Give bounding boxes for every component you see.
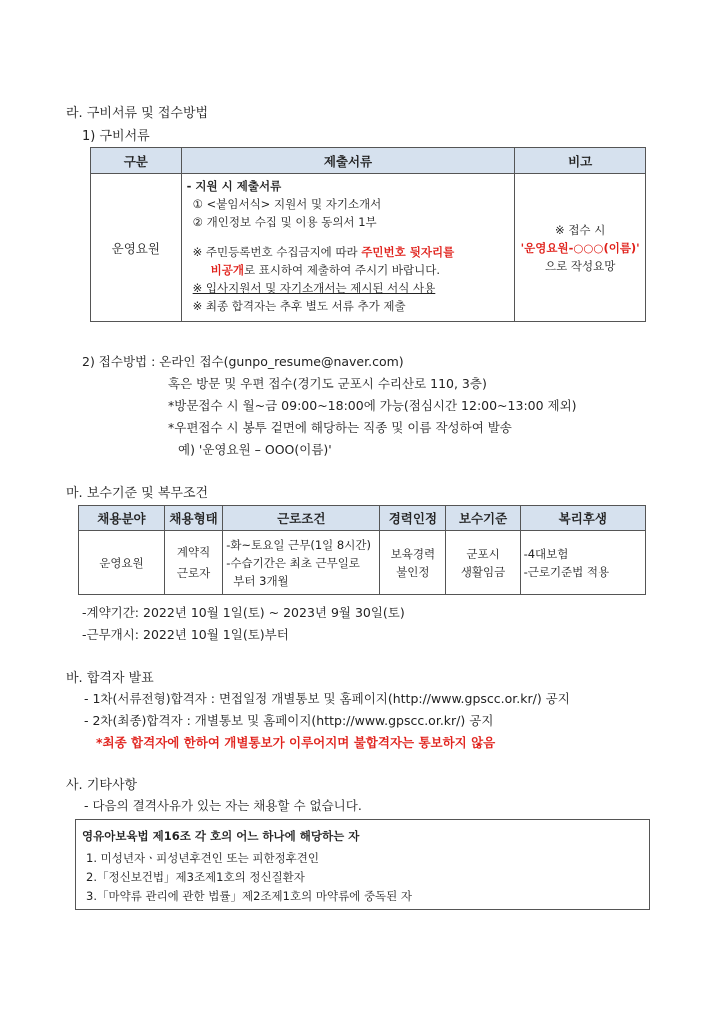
table-header-conditions: 근로조건 — [223, 506, 380, 531]
table-header-type: 채용형태 — [164, 506, 222, 531]
table-header-category: 구분 — [91, 148, 182, 174]
privacy-note-cont: 비공개로 표시하여 제출하여 주시기 바랍니다. — [210, 263, 440, 277]
table-header-welfare: 복리후생 — [520, 506, 645, 531]
conditions-cell: -화~토요일 근무(1일 8시간) -수습기간은 최초 근무일로 부터 3개월 — [223, 531, 380, 595]
section-sa-title: 사. 기타사항 — [66, 778, 138, 793]
contract-period: -계약기간: 2022년 10월 1일(토) ~ 2023년 9월 30일(토) — [82, 605, 405, 620]
remark-line: 으로 작성요망 — [545, 258, 616, 273]
remark-filename: '운영요원-○○○(이름)' — [520, 240, 640, 255]
box-item: 2.「정신보건법」제3조제1호의 정신질환자 — [86, 870, 305, 884]
subsection-documents-title: 1) 구비서류 — [82, 129, 150, 144]
remark-cell — [515, 174, 646, 322]
box-title: 영유아보육법 제16조 각 호의 어느 하나에 해당하는 자 — [82, 829, 360, 843]
final-notice-warning: *최종 합격자에 한하여 개별통보가 이루어지며 불합격자는 통보하지 않음 — [96, 735, 496, 750]
table-header-field: 채용분야 — [79, 506, 165, 531]
remark-line: ※ 접수 시 — [555, 222, 606, 237]
disqualification-box — [75, 819, 650, 910]
category-cell: 운영요원 — [91, 174, 182, 322]
box-item: 1. 미성년자ㆍ피성년후견인 또는 피한정후견인 — [86, 851, 320, 865]
field-cell: 운영요원 — [79, 531, 165, 595]
conditions-table — [78, 505, 646, 595]
table-header-remark: 비고 — [515, 148, 646, 174]
privacy-note: ※ 주민등록번호 수집금지에 따라 주민번호 뒷자리를 — [192, 245, 455, 259]
application-method-example: 예) '운영요원 – OOO(이름)' — [178, 442, 332, 457]
doc-item: ① <붙임서식> 지원서 및 자기소개서 — [192, 197, 382, 211]
final-note: ※ 최종 합격자는 추후 별도 서류 추가 제출 — [192, 299, 406, 313]
work-start: -근무개시: 2022년 10월 1일(토)부터 — [82, 627, 289, 642]
application-method-line: *방문접수 시 월~금 09:00~18:00에 가능(점심시간 12:00~13:00 제외) — [168, 398, 577, 413]
section-ba-title: 바. 합격자 발표 — [66, 671, 154, 686]
first-round-notice: - 1차(서류전형)합격자 : 면접일정 개별통보 및 홈페이지(http://www.gpscc.or.kr/) 공지 — [84, 691, 570, 706]
career-cell: 보육경력 불인정 — [380, 531, 446, 595]
table-header-career: 경력인정 — [380, 506, 446, 531]
doc-item: ② 개인정보 수집 및 이용 동의서 1부 — [192, 215, 377, 229]
final-round-notice: - 2차(최종)합격자 : 개별통보 및 홈페이지(http://www.gpscc.or.kr/) 공지 — [84, 713, 494, 728]
type-cell: 계약직 근로자 — [164, 531, 222, 595]
docs-title: - 지원 시 제출서류 — [186, 179, 282, 193]
welfare-cell: -4대보험 -근로기준법 적용 — [520, 531, 645, 595]
disqualification-intro: - 다음의 결격사유가 있는 자는 채용할 수 없습니다. — [84, 798, 362, 813]
format-note: ※ 입사지원서 및 자기소개서는 제시된 서식 사용 — [192, 281, 436, 295]
application-method-line: *우편접수 시 봉투 겉면에 해당하는 직종 및 이름 작성하여 발송 — [168, 420, 512, 435]
application-method: 2) 접수방법 : 온라인 접수(gunpo_resume@naver.com) — [82, 354, 404, 369]
section-ra-title: 라. 구비서류 및 접수방법 — [66, 106, 209, 121]
table-header-documents: 제출서류 — [181, 148, 515, 174]
table-header-pay: 보수기준 — [446, 506, 520, 531]
documents-table — [90, 147, 646, 322]
section-ma-title: 마. 보수기준 및 복무조건 — [66, 486, 209, 501]
application-method-line: 혹은 방문 및 우편 접수(경기도 군포시 수리산로 110, 3층) — [168, 376, 487, 391]
box-item: 3.「마약류 관리에 관한 법률」제2조제1호의 마약류에 중독된 자 — [86, 889, 413, 903]
pay-cell: 군포시 생활임금 — [446, 531, 520, 595]
documents-cell — [181, 174, 515, 322]
